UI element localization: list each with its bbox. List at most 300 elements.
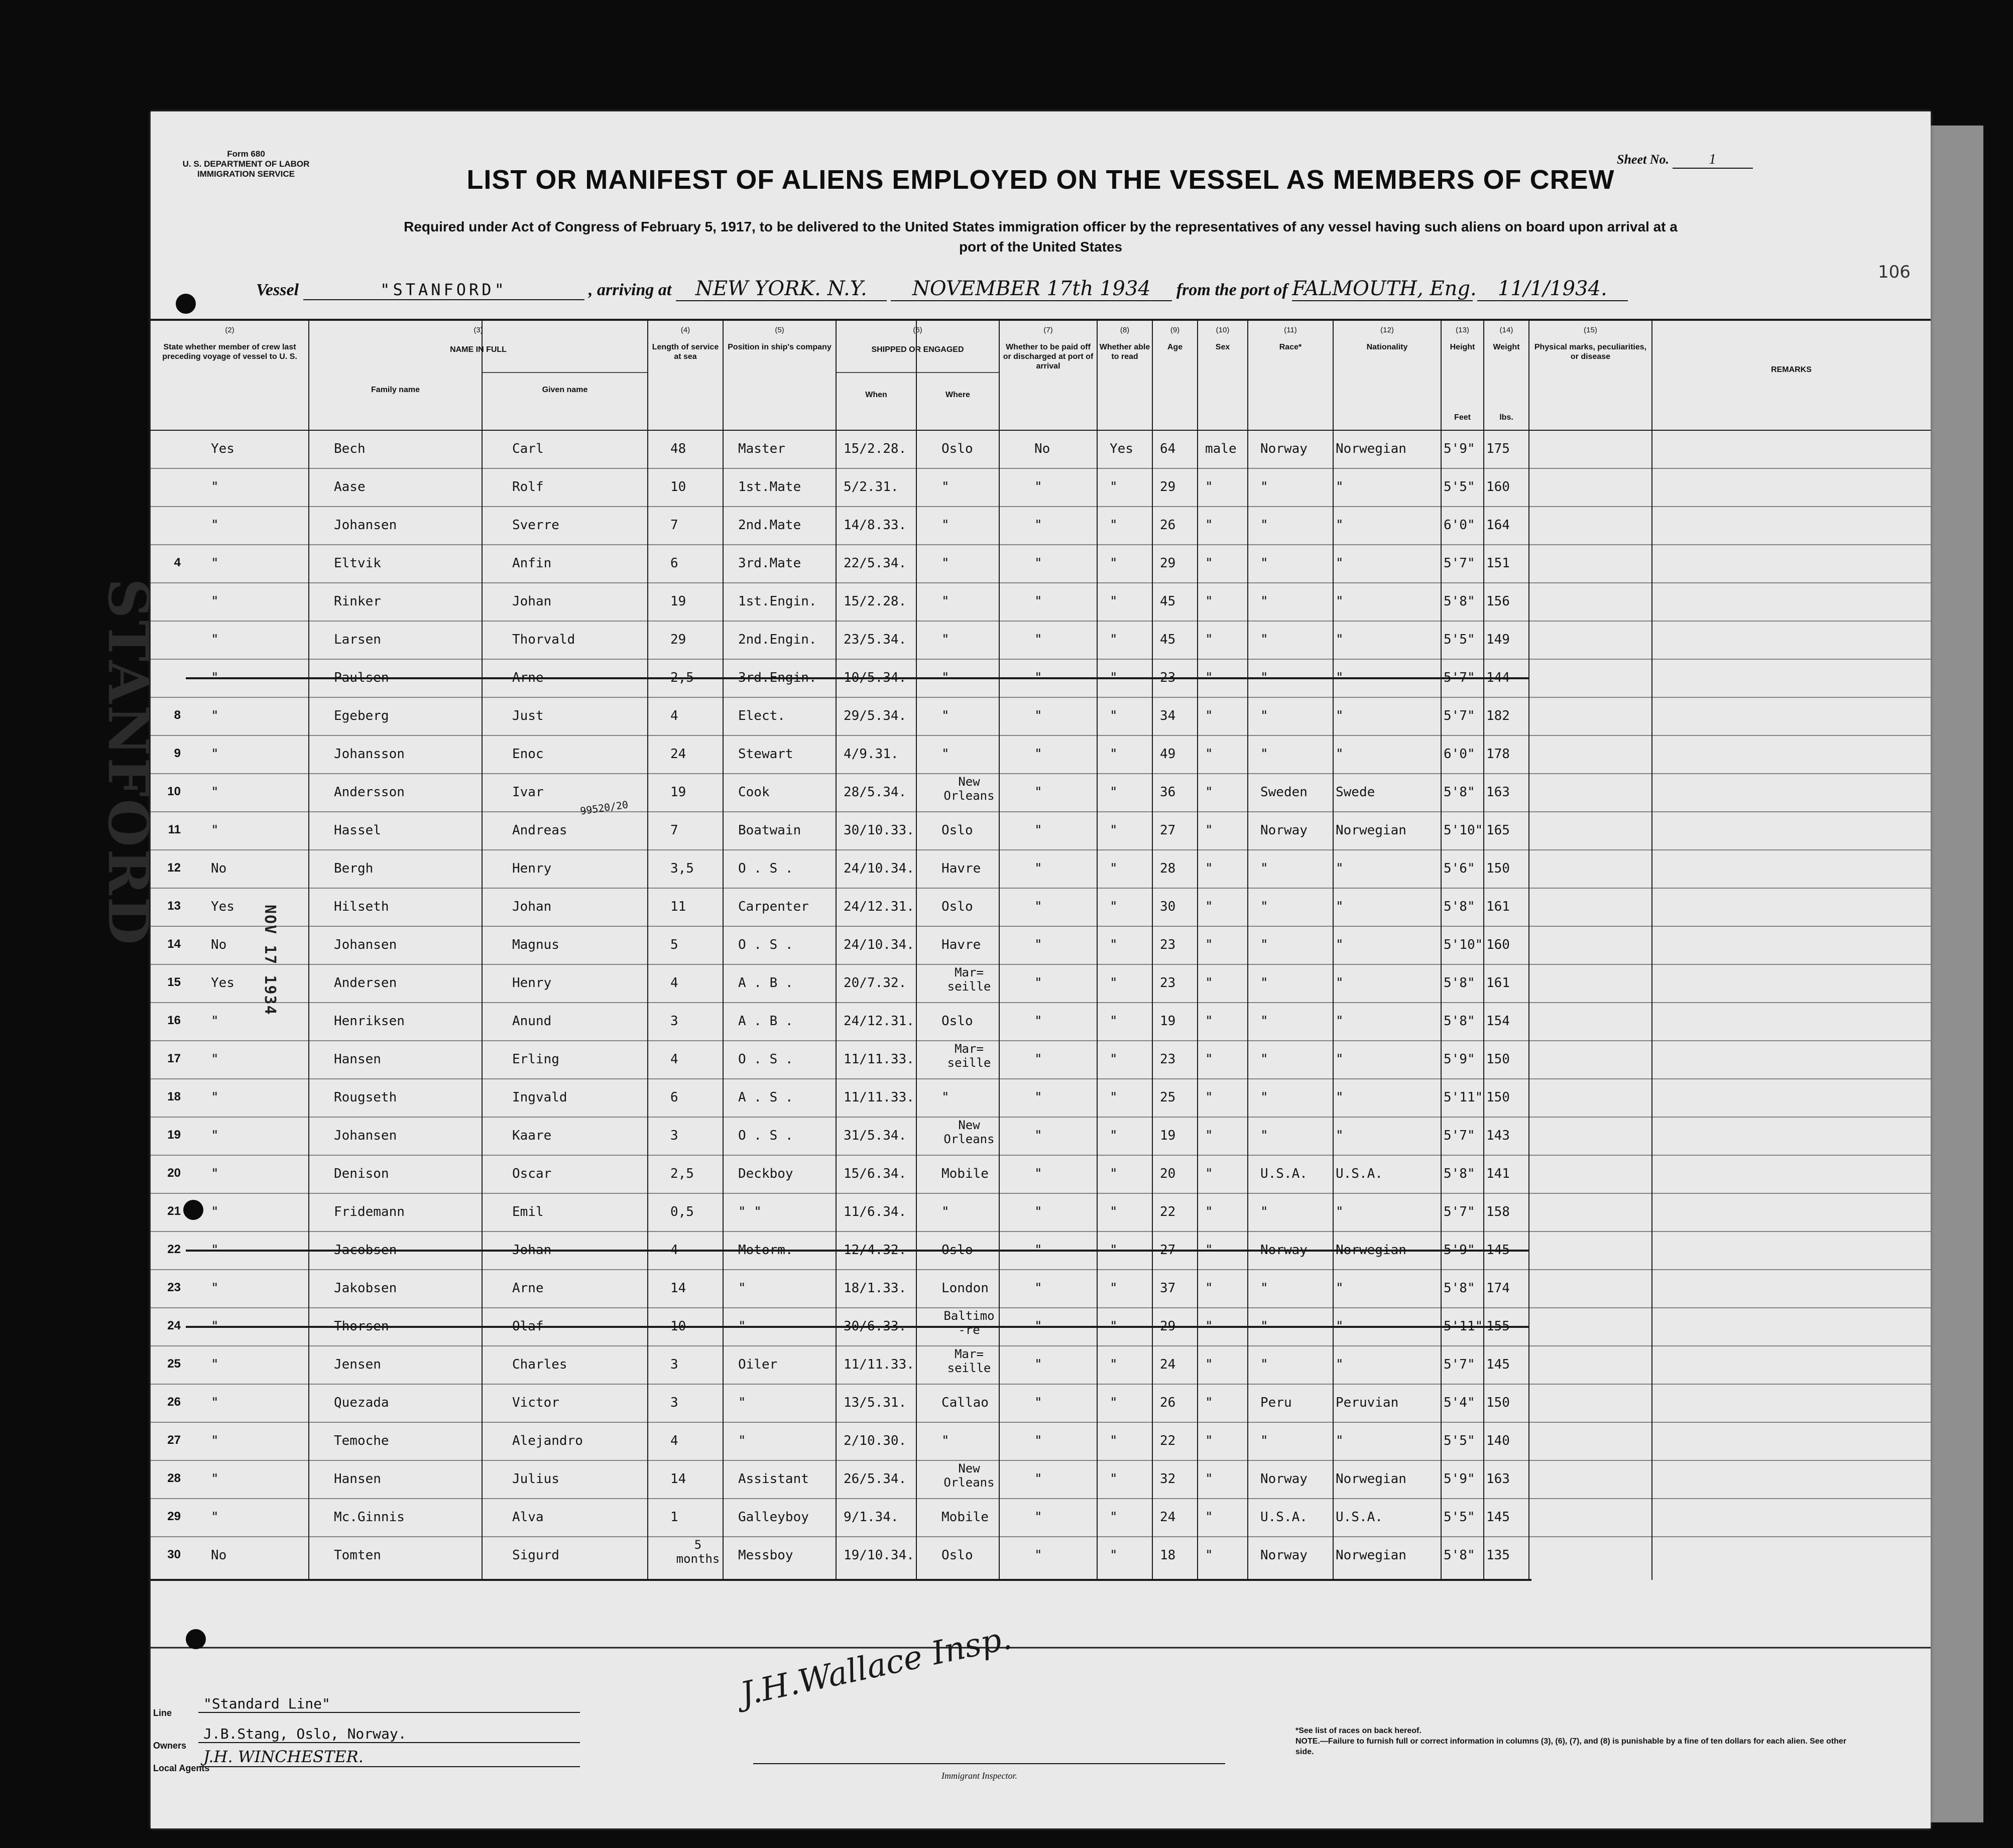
vessel-line: [256, 277, 1628, 301]
given-name-cell: Just: [512, 708, 544, 723]
position-cell: ": [738, 1281, 746, 1296]
weight-cell: 154: [1486, 1014, 1510, 1029]
shipped-when-cell: 15/2.28.: [844, 441, 907, 456]
service-length-cell: 3: [670, 1395, 678, 1410]
age-cell: 22: [1160, 1204, 1176, 1219]
paid-off-cell: ": [1034, 937, 1042, 952]
shipped-when-cell: 15/6.34.: [844, 1166, 907, 1181]
service-length-cell: 3: [670, 1014, 678, 1029]
prev-voyage-cell: No: [211, 937, 227, 952]
paid-off-cell: ": [1034, 479, 1042, 495]
nationality-cell: ": [1336, 747, 1344, 762]
position-cell: Galleyboy: [738, 1510, 809, 1525]
header-race-number: (11): [1284, 326, 1297, 334]
header-age-number: (9): [1170, 326, 1180, 334]
able-to-read-cell: ": [1110, 479, 1118, 495]
from-label: from the port of: [1176, 281, 1288, 299]
paid-off-cell: ": [1034, 708, 1042, 723]
height-cell: 5'9": [1444, 441, 1475, 456]
age-cell: 18: [1160, 1548, 1176, 1563]
family-name-cell: Tomten: [334, 1548, 381, 1563]
department-name: U. S. DEPARTMENT OF LABOR: [182, 159, 310, 169]
sex-cell: ": [1205, 708, 1213, 723]
row-number: 8: [174, 708, 181, 722]
paid-off-cell: No: [1034, 441, 1050, 456]
header-physical-marks: Physical marks, peculiarities, or disease: [1534, 343, 1647, 361]
manifest-page: [96, 111, 1931, 1828]
age-cell: 34: [1160, 708, 1176, 723]
race-cell: ": [1260, 479, 1268, 495]
height-cell: 5'10": [1444, 937, 1483, 952]
age-cell: 23: [1160, 975, 1176, 991]
weight-cell: 135: [1486, 1548, 1510, 1563]
family-name-cell: Hilseth: [334, 899, 389, 914]
shipped-when-cell: 30/10.33.: [844, 823, 914, 838]
prev-voyage-cell: ": [211, 556, 219, 571]
height-cell: 5'8": [1444, 785, 1475, 800]
nationality-cell: Norwegian: [1336, 441, 1406, 456]
sex-cell: ": [1205, 1166, 1213, 1181]
row-number: 28: [167, 1471, 181, 1485]
sex-cell: ": [1205, 670, 1213, 685]
nationality-cell: ": [1336, 975, 1344, 991]
race-cell: Norway: [1260, 823, 1308, 838]
header-name-in-full: NAME IN FULL: [450, 345, 507, 354]
height-cell: 5'5": [1444, 1433, 1475, 1448]
race-cell: ": [1260, 1128, 1268, 1143]
header-height: Height: [1450, 343, 1475, 351]
shipped-where-cell: Oslo: [941, 1243, 973, 1258]
agents-value: J.H. WINCHESTER.: [198, 1747, 580, 1767]
family-name-cell: Johansen: [334, 1128, 397, 1143]
row-number: 11: [168, 823, 181, 836]
service-length-cell: 4: [670, 1433, 678, 1448]
arriving-port: NEW YORK. N.Y.: [676, 277, 887, 301]
row-number: 10: [167, 785, 181, 798]
prev-voyage-cell: ": [211, 518, 219, 533]
height-cell: 5'8": [1444, 1281, 1475, 1296]
age-cell: 29: [1160, 479, 1176, 495]
nationality-cell: Norwegian: [1336, 823, 1406, 838]
weight-cell: 151: [1486, 556, 1510, 571]
able-to-read-cell: ": [1110, 1204, 1118, 1219]
race-cell: ": [1260, 1090, 1268, 1105]
race-cell: Norway: [1260, 1471, 1308, 1487]
service-length-cell: 3: [670, 1357, 678, 1372]
prev-voyage-cell: ": [211, 1433, 219, 1448]
position-cell: " ": [738, 1204, 762, 1219]
race-cell: ": [1260, 747, 1268, 762]
header-sex-number: (10): [1216, 326, 1230, 334]
shipped-when-cell: 20/7.32.: [844, 975, 907, 991]
age-cell: 27: [1160, 1243, 1176, 1258]
page-title: LIST OR MANIFEST OF ALIENS EMPLOYED ON THE VESSEL AS MEMBERS OF CREW: [466, 165, 1615, 195]
shipped-where-cell: ": [941, 1204, 950, 1219]
given-name-cell: Emil: [512, 1204, 544, 1219]
family-name-cell: Rougseth: [334, 1090, 397, 1105]
line-label: Line: [153, 1708, 172, 1718]
height-cell: 5'8": [1444, 1548, 1475, 1563]
shipped-where-cell: Havre: [941, 937, 981, 952]
sex-cell: ": [1205, 1128, 1213, 1143]
shipped-when-cell: 5/2.31.: [844, 479, 899, 495]
weight-cell: 175: [1486, 441, 1510, 456]
position-cell: Cook: [738, 785, 770, 800]
service-length-cell: 4: [670, 1052, 678, 1067]
height-cell: 5'5": [1444, 632, 1475, 647]
row-number: 15: [167, 975, 181, 989]
family-name-cell: Johansson: [334, 747, 405, 762]
header-able-to-read: Whether able to read: [1099, 343, 1150, 361]
row-number: 4: [174, 556, 181, 569]
shipped-where-cell: ": [941, 632, 950, 647]
position-cell: Oiler: [738, 1357, 778, 1372]
height-cell: 5'11": [1444, 1090, 1483, 1105]
vessel-name: "STANFORD": [303, 280, 584, 300]
shipped-when-cell: 11/11.33.: [844, 1052, 914, 1067]
row-number: 17: [167, 1052, 181, 1065]
shipped-where-cell: ": [941, 594, 950, 609]
sex-cell: ": [1205, 1395, 1213, 1410]
height-cell: 5'5": [1444, 479, 1475, 495]
age-cell: 37: [1160, 1281, 1176, 1296]
service-length-cell: 48: [670, 441, 686, 456]
age-cell: 22: [1160, 1433, 1176, 1448]
race-cell: ": [1260, 1319, 1268, 1334]
shipped-where-cell: Oslo: [941, 441, 973, 456]
able-to-read-cell: ": [1110, 1319, 1118, 1334]
family-name-cell: Jacobsen: [334, 1243, 397, 1258]
age-cell: 28: [1160, 861, 1176, 876]
shipped-when-cell: 9/1.34.: [844, 1510, 899, 1525]
able-to-read-cell: ": [1110, 1548, 1118, 1563]
given-name-cell: Sigurd: [512, 1548, 559, 1563]
shipped-where-cell: ": [941, 670, 950, 685]
age-cell: 27: [1160, 823, 1176, 838]
nationality-cell: U.S.A.: [1336, 1510, 1383, 1525]
shipped-when-cell: 15/2.28.: [844, 594, 907, 609]
service-length-cell: 7: [670, 518, 678, 533]
age-cell: 64: [1160, 441, 1176, 456]
service-name: IMMIGRATION SERVICE: [197, 169, 295, 179]
prev-voyage-cell: ": [211, 594, 219, 609]
sex-cell: ": [1205, 937, 1213, 952]
age-cell: 49: [1160, 747, 1176, 762]
given-name-cell: Henry: [512, 861, 552, 876]
from-port: FALMOUTH, Eng.: [1292, 277, 1477, 300]
header-position-number: (5): [775, 326, 784, 334]
family-name-cell: Egeberg: [334, 708, 389, 723]
weight-cell: 165: [1486, 823, 1510, 838]
sex-cell: ": [1205, 785, 1213, 800]
age-cell: 36: [1160, 785, 1176, 800]
family-name-cell: Temoche: [334, 1433, 389, 1448]
sex-cell: ": [1205, 823, 1213, 838]
prev-voyage-cell: ": [211, 632, 219, 647]
paid-off-cell: ": [1034, 975, 1042, 991]
age-cell: 23: [1160, 670, 1176, 685]
race-cell: Peru: [1260, 1395, 1292, 1410]
shipped-when-cell: 18/1.33.: [844, 1281, 907, 1296]
shipped-where-cell: ": [941, 747, 950, 762]
nationality-cell: Norwegian: [1336, 1471, 1406, 1487]
family-name-cell: Bech: [334, 441, 366, 456]
prev-voyage-cell: ": [211, 1204, 219, 1219]
shipped-when-cell: 11/6.34.: [844, 1204, 907, 1219]
able-to-read-cell: ": [1110, 708, 1118, 723]
header-height-number: (13): [1456, 326, 1469, 334]
owners-label: Owners: [153, 1741, 187, 1751]
weight-cell: 178: [1486, 747, 1510, 762]
sex-cell: ": [1205, 1281, 1213, 1296]
height-cell: 5'7": [1444, 1357, 1475, 1372]
paid-off-cell: ": [1034, 1510, 1042, 1525]
paid-off-cell: ": [1034, 1548, 1042, 1563]
sex-cell: ": [1205, 747, 1213, 762]
prev-voyage-cell: ": [211, 708, 219, 723]
position-cell: Boatwain: [738, 823, 801, 838]
race-cell: Norway: [1260, 441, 1308, 456]
shipped-where-cell: ": [941, 708, 950, 723]
row-number: 21: [167, 1204, 181, 1218]
service-length-cell: 10: [670, 479, 686, 495]
service-length-cell: 29: [670, 632, 686, 647]
service-length-cell: 1: [670, 1510, 678, 1525]
given-name-cell: Charles: [512, 1357, 567, 1372]
race-cell: Sweden: [1260, 785, 1308, 800]
position-cell: ": [738, 1433, 746, 1448]
shipped-where-cell: Callao: [941, 1395, 989, 1410]
weight-cell: 143: [1486, 1128, 1510, 1143]
able-to-read-cell: ": [1110, 899, 1118, 914]
nationality-cell: ": [1336, 861, 1344, 876]
shipped-when-cell: 22/5.34.: [844, 556, 907, 571]
able-to-read-cell: ": [1110, 1166, 1118, 1181]
row-number: 14: [167, 937, 181, 951]
family-name-cell: Hansen: [334, 1471, 381, 1487]
given-name-cell: Victor: [512, 1395, 559, 1410]
paid-off-cell: ": [1034, 1357, 1042, 1372]
nationality-cell: ": [1336, 1319, 1344, 1334]
service-length-cell: 4: [670, 975, 678, 991]
shipped-when-cell: 19/10.34.: [844, 1548, 914, 1563]
race-cell: ": [1260, 1281, 1268, 1296]
weight-cell: 141: [1486, 1166, 1510, 1181]
prev-voyage-cell: ": [211, 747, 219, 762]
row-number: 9: [174, 747, 181, 760]
given-name-cell: Erling: [512, 1052, 559, 1067]
able-to-read-cell: ": [1110, 1510, 1118, 1525]
service-length-cell: 24: [670, 747, 686, 762]
paid-off-cell: ": [1034, 1052, 1042, 1067]
prev-voyage-cell: Yes: [211, 899, 234, 914]
weight-cell: 150: [1486, 1052, 1510, 1067]
header-family-name: Family name: [371, 386, 420, 394]
given-name-cell: Oscar: [512, 1166, 552, 1181]
weight-cell: 182: [1486, 708, 1510, 723]
paid-off-cell: ": [1034, 823, 1042, 838]
position-cell: A . B .: [738, 975, 793, 991]
header-sex: Sex: [1215, 343, 1230, 351]
prev-voyage-cell: ": [211, 670, 219, 685]
shipped-when-cell: 11/11.33.: [844, 1357, 914, 1372]
header-shipped-where: Where: [945, 391, 970, 399]
weight-cell: 160: [1486, 937, 1510, 952]
header-weight-unit: lbs.: [1499, 413, 1513, 422]
age-cell: 45: [1160, 632, 1176, 647]
sex-cell: ": [1205, 1052, 1213, 1067]
given-name-cell: Kaare: [512, 1128, 552, 1143]
paid-off-cell: ": [1034, 1471, 1042, 1487]
shipped-when-cell: 12/4.32.: [844, 1243, 907, 1258]
service-length-cell: 14: [670, 1281, 686, 1296]
paid-off-cell: ": [1034, 861, 1042, 876]
weight-cell: 145: [1486, 1243, 1510, 1258]
header-weight-number: (14): [1499, 326, 1513, 334]
owners-value: J.B.Stang, Oslo, Norway.: [198, 1726, 580, 1743]
race-cell: ": [1260, 670, 1268, 685]
race-cell: ": [1260, 708, 1268, 723]
given-name-cell: Johan: [512, 899, 552, 914]
shipped-when-cell: 24/10.34.: [844, 861, 914, 876]
row-number: 13: [167, 899, 181, 913]
height-cell: 5'9": [1444, 1052, 1475, 1067]
position-cell: 1st.Mate: [738, 479, 801, 495]
header-paid-off: Whether to be paid off or discharged at port of arrival: [1003, 343, 1094, 371]
handwritten-annotation: 99520/20: [579, 798, 629, 817]
able-to-read-cell: ": [1110, 1357, 1118, 1372]
able-to-read-cell: ": [1110, 594, 1118, 609]
given-name-cell: Enoc: [512, 747, 544, 762]
sex-cell: ": [1205, 1548, 1213, 1563]
age-cell: 30: [1160, 899, 1176, 914]
family-name-cell: Denison: [334, 1166, 389, 1181]
given-name-cell: Ivar: [512, 785, 544, 800]
header-prev-voyage-number: (2): [225, 326, 234, 334]
form-notes: [1295, 1726, 1848, 1757]
subtitle-line-1: Required under Act of Congress of February 5, 1917, to be delivered to the United States immigration officer by the representatives of any vessel having such aliens on board upon arrival at a: [404, 219, 1678, 234]
race-cell: Norway: [1260, 1243, 1308, 1258]
service-length-cell: 14: [670, 1471, 686, 1487]
weight-cell: 144: [1486, 670, 1510, 685]
race-cell: ": [1260, 594, 1268, 609]
shipped-when-cell: 13/5.31.: [844, 1395, 907, 1410]
service-length-cell: 4: [670, 708, 678, 723]
shipped-when-cell: 23/5.34.: [844, 632, 907, 647]
shipped-where-cell: ": [941, 1433, 950, 1448]
shipped-when-cell: 26/5.34.: [844, 1471, 907, 1487]
arriving-label: , arriving at: [588, 281, 672, 299]
sex-cell: ": [1205, 861, 1213, 876]
service-length-cell: 2,5: [670, 670, 694, 685]
prev-voyage-cell: ": [211, 785, 219, 800]
shipped-where-cell: Oslo: [941, 1014, 973, 1029]
header-able-to-read-number: (8): [1120, 326, 1130, 334]
shipped-where-cell: London: [941, 1281, 989, 1296]
given-name-cell: Alejandro: [512, 1433, 583, 1448]
height-cell: 5'9": [1444, 1471, 1475, 1487]
family-name-cell: Andersson: [334, 785, 405, 800]
able-to-read-cell: ": [1110, 670, 1118, 685]
prev-voyage-cell: ": [211, 1357, 219, 1372]
able-to-read-cell: ": [1110, 747, 1118, 762]
given-name-cell: Ingvald: [512, 1090, 567, 1105]
header-nationality-number: (12): [1380, 326, 1394, 334]
row-number: 12: [167, 861, 181, 875]
date-stamp: NOV 17 1934: [261, 905, 279, 1016]
agents-label: Local Agents: [153, 1763, 210, 1773]
position-cell: 3rd.Mate: [738, 556, 801, 571]
height-cell: 5'6": [1444, 861, 1475, 876]
race-cell: U.S.A.: [1260, 1166, 1308, 1181]
header-service-length-number: (4): [680, 326, 690, 334]
sex-cell: ": [1205, 1433, 1213, 1448]
sex-cell: ": [1205, 1090, 1213, 1105]
position-cell: Stewart: [738, 747, 793, 762]
able-to-read-cell: ": [1110, 1433, 1118, 1448]
paid-off-cell: ": [1034, 1090, 1042, 1105]
age-cell: 25: [1160, 1090, 1176, 1105]
service-length-cell: 19: [670, 594, 686, 609]
shipped-when-cell: 14/8.33.: [844, 518, 907, 533]
weight-cell: 163: [1486, 785, 1510, 800]
punch-hole: [186, 1629, 206, 1649]
height-cell: 5'7": [1444, 708, 1475, 723]
height-cell: 5'7": [1444, 670, 1475, 685]
nationality-cell: ": [1336, 937, 1344, 952]
family-name-cell: Jensen: [334, 1357, 381, 1372]
position-cell: O . S .: [738, 861, 793, 876]
able-to-read-cell: ": [1110, 1395, 1118, 1410]
position-cell: O . S .: [738, 1052, 793, 1067]
position-cell: Assistant: [738, 1471, 809, 1487]
family-name-cell: Bergh: [334, 861, 374, 876]
service-length-cell: 5 months: [676, 1538, 720, 1566]
family-name-cell: Larsen: [334, 632, 381, 647]
weight-cell: 161: [1486, 975, 1510, 991]
race-cell: ": [1260, 556, 1268, 571]
nationality-cell: ": [1336, 670, 1344, 685]
shipped-where-cell: Mar= seille: [947, 1347, 991, 1375]
family-name-cell: Johansen: [334, 518, 397, 533]
header-age: Age: [1167, 343, 1183, 351]
able-to-read-cell: ": [1110, 937, 1118, 952]
family-name-cell: Hassel: [334, 823, 381, 838]
nationality-cell: ": [1336, 1357, 1344, 1372]
prev-voyage-cell: ": [211, 1281, 219, 1296]
position-cell: 1st.Engin.: [738, 594, 817, 609]
header-name-number: (3): [473, 326, 483, 334]
nationality-cell: ": [1336, 708, 1344, 723]
shipped-where-cell: New Orleans: [943, 1461, 995, 1490]
age-cell: 29: [1160, 556, 1176, 571]
weight-cell: 149: [1486, 632, 1510, 647]
shipped-when-cell: 10/5.34.: [844, 670, 907, 685]
race-note: *See list of races on back hereof.: [1295, 1727, 1422, 1735]
shipped-when-cell: 4/9.31.: [844, 747, 899, 762]
service-length-cell: 10: [670, 1319, 686, 1334]
nationality-cell: ": [1336, 556, 1344, 571]
able-to-read-cell: ": [1110, 1014, 1118, 1029]
shipped-when-cell: 24/10.34.: [844, 937, 914, 952]
prev-voyage-cell: ": [211, 1090, 219, 1105]
weight-cell: 164: [1486, 518, 1510, 533]
arrival-date: NOVEMBER 17th 1934: [891, 277, 1172, 301]
header-prev-voyage: State whether member of crew last preceding voyage of vessel to U. S.: [162, 343, 297, 361]
family-name-cell: Johansen: [334, 937, 397, 952]
shipped-where-cell: Mobile: [941, 1510, 989, 1525]
sex-cell: ": [1205, 632, 1213, 647]
